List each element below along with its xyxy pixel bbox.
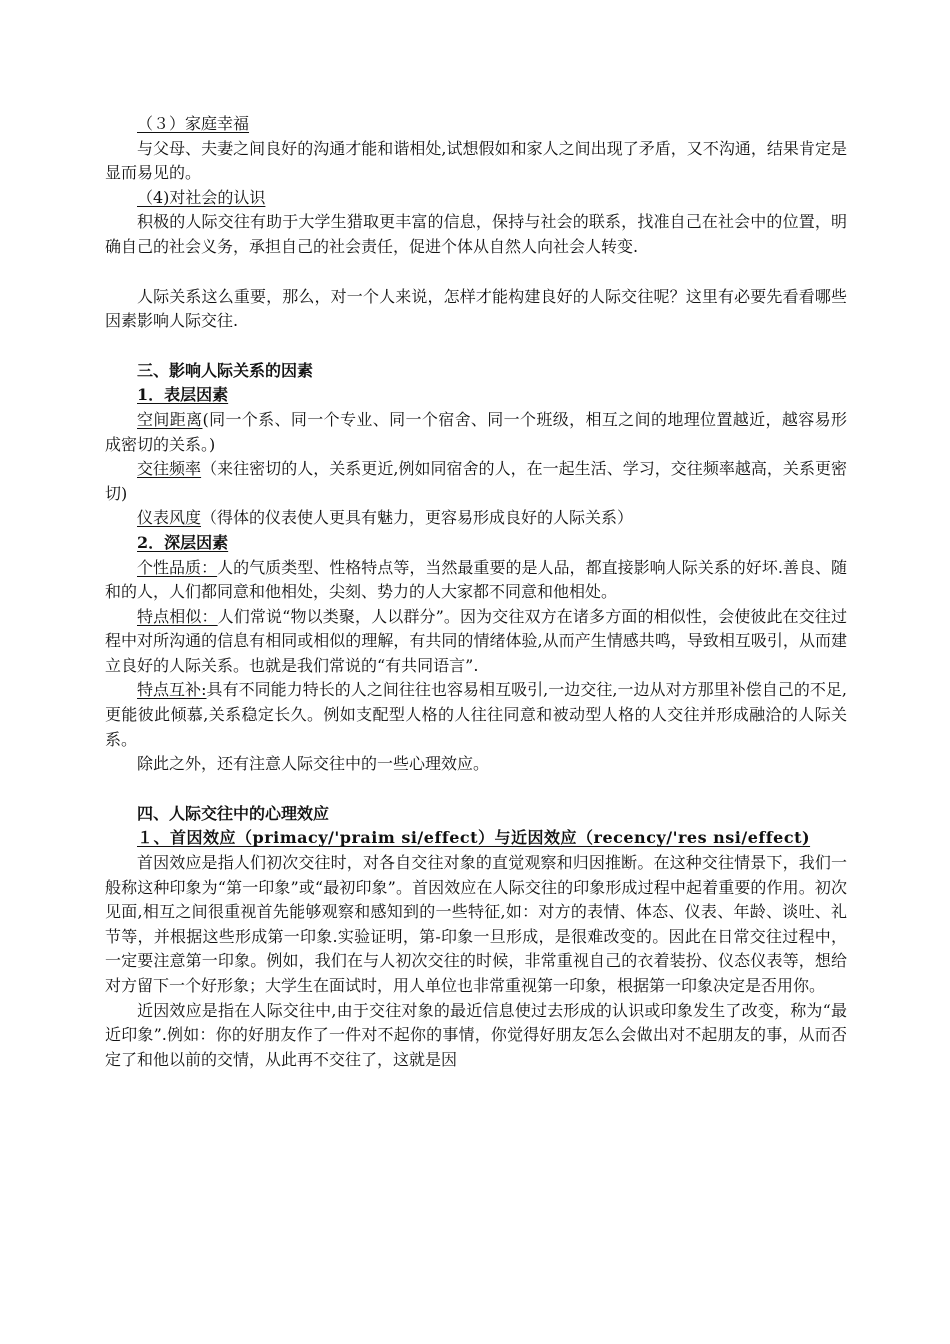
section-title-factors: 三、影响人际关系的因素 bbox=[137, 360, 314, 380]
section-heading-society bbox=[105, 186, 847, 211]
heading-family-text: （３）家庭幸福 bbox=[137, 114, 250, 133]
blank-line bbox=[105, 777, 847, 802]
blank-line bbox=[105, 334, 847, 359]
factor-text: （得体的仪表使人更具有魅力，更容易形成良好的人际关系） bbox=[201, 508, 634, 528]
paragraph-family: 与父母、夫妻之间良好的沟通才能和谐相处,试想假如和家人之间出现了矛盾，又不沟通，结果肯定是显而易见的。 bbox=[105, 138, 847, 183]
heading-society-text: （4)对社会的认识 bbox=[137, 187, 266, 207]
factor-item-appearance bbox=[105, 506, 847, 531]
paragraph-primacy: 首因效应是指人们初次交往时，对各自交往对象的直觉观察和归因推断。在这种交往情景下，我们一般称这种印象为“第一印象”或“最初印象”。首因效应在人际交往的印象形成过程中起着重要的作用。初次见面,相互之间很重视首先能够观察和感知到的一些特征,如：对方的表情、体态、仪表、年龄、谈吐、礼节等，并根据这些形成第一印象.实验证明，第-印象一旦形成，是很难改变的。因此在日常交往过程中，一定要注意第一印象。例如，我们在与人初次交往的时候，非常重视自己的衣着装扮、仪态仪表等，想给对方留下一个好形象；大学生在面试时，用人单位也非常重视第一印象，根据第一印象决定是否用你。 bbox=[105, 853, 847, 995]
factor-text: (同一个系、同一个专业、同一个宿舍、同一个班级，相互之间的地理位置越近，越容易形成密切的关系。) bbox=[105, 409, 847, 454]
section-title-effects: 四、人际交往中的心理效应 bbox=[137, 803, 330, 823]
surface-title-text: 1．表层因素 bbox=[137, 385, 229, 405]
paragraph-transition: 人际关系这么重要，那么，对一个人来说，怎样才能构建良好的人际交往呢？这里有必要先看看哪些因素影响人际交往. bbox=[105, 286, 847, 331]
subsection-title-deep bbox=[105, 531, 847, 556]
subsection-title-surface bbox=[105, 383, 847, 408]
paragraph-society: 积极的人际交往有助于大学生猎取更丰富的信息，保持与社会的联系，找准自己在社会中的位置，明确自己的社会义务，承担自己的社会责任，促进个体从自然人向社会人转变. bbox=[105, 212, 847, 256]
paragraph-closing: 除此之外，还有注意人际交往中的一些心理效应。 bbox=[137, 754, 490, 774]
deep-title-text: 2．深层因素 bbox=[137, 532, 229, 552]
factor-item-frequency bbox=[105, 457, 847, 506]
factor-text: （来往密切的人，关系更近,例如同宿舍的人，在一起生活、学习，交往频率越高，关系更密切) bbox=[105, 459, 847, 503]
factor-term: 交往频率 bbox=[137, 459, 202, 479]
factor-text: 具有不同能力特长的人之间往往也容易相互吸引,一边交往,一边从对方那里补偿自己的不足,更能彼此倾慕,关系稳定长久。例如支配型人格的人往往同意和被动型人格的人交往并形成融洽的人际关系。 bbox=[105, 680, 847, 749]
factor-term: 特点相似： bbox=[137, 606, 218, 626]
factor-text: 人们常说“物以类聚，人以群分”。因为交往双方在诸多方面的相似性，会使彼此在交往过程中对所沟通的信息有相同或相似的理解，有共同的情绪体验,从而产生情感共鸣，导致相互吸引，从而建立良好的人际关系。也就是我们常说的“有共同语言”. bbox=[105, 606, 847, 675]
blank-line bbox=[105, 260, 847, 285]
factor-item-personality bbox=[105, 556, 847, 605]
factor-term: 空间距离 bbox=[137, 409, 203, 429]
section-heading-family bbox=[105, 112, 847, 137]
paragraph-recency: 近因效应是指在人际交往中,由于交往对象的最近信息使过去形成的认识或印象发生了改变，称为“最近印象”.例如：你的好朋友作了一件对不起你的事情，你觉得好朋友怎么会做出对不起朋友的事，从而否定了和他以前的交情，从此再不交往了，这就是因 bbox=[105, 1000, 847, 1069]
document-page bbox=[105, 112, 847, 1072]
factor-term: 特点互补: bbox=[137, 680, 207, 700]
subsection-title-primacy-recency: １、首因效应（primacy/'praim si/effect）与近因效应（recency/'res nsi/effect) bbox=[137, 828, 811, 848]
factor-item-distance bbox=[105, 408, 847, 457]
factor-term: 个性品质： bbox=[137, 557, 218, 577]
factor-item-similarity bbox=[105, 605, 847, 679]
factor-text: 人的气质类型、性格特点等，当然最重要的是人品，都直接影响人际关系的好坏.善良、随和的人，人们都同意和他相处，尖刻、势力的人大家都不同意和他相处。 bbox=[105, 557, 847, 602]
factor-item-complementary bbox=[105, 678, 847, 752]
factor-term: 仪表风度 bbox=[137, 508, 202, 528]
